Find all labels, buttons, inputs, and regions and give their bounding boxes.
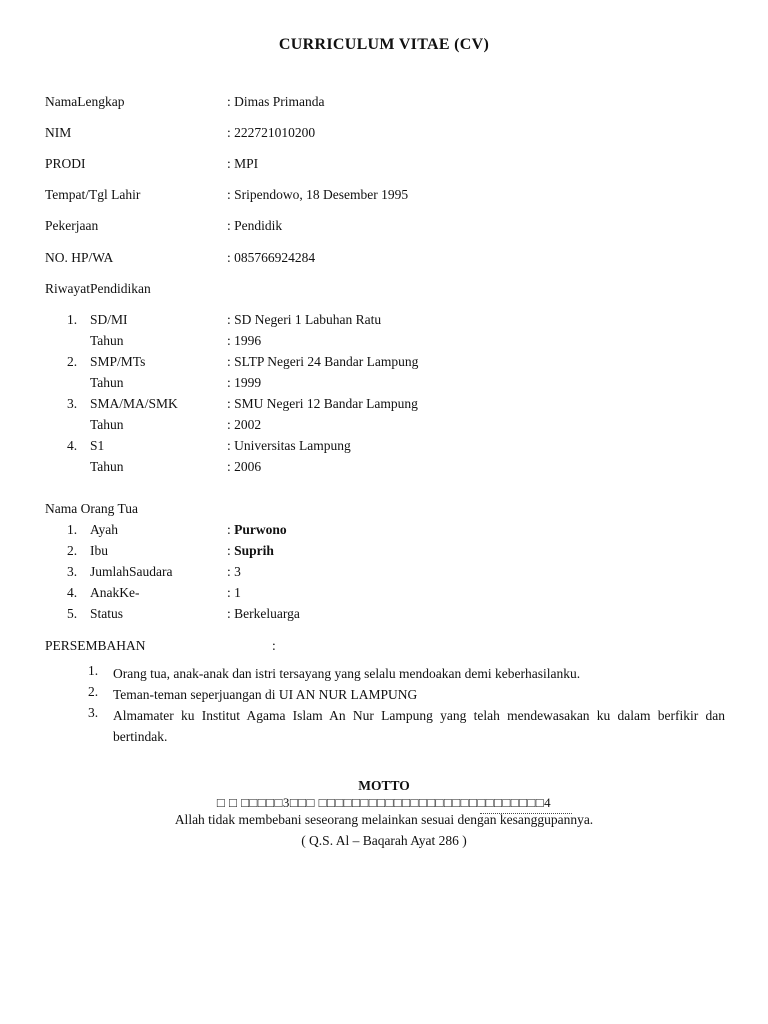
item-label: Ayah (90, 522, 119, 537)
item-value-wrap (227, 606, 300, 622)
item-value: : SMU Negeri 12 Bandar Lampung (227, 396, 418, 411)
item-label: SMP/MTs (90, 354, 146, 369)
item-number: 5. (67, 606, 78, 621)
year-value: : 1999 (227, 375, 262, 390)
year-value: : 1996 (227, 333, 262, 348)
item-text: Orang tua, anak-anak dan istri tersayang yang selalu mendoakan demi keberhasilanku. (113, 666, 581, 681)
item-label: SMA/MA/SMK (90, 396, 178, 411)
item-value: 1 (234, 585, 241, 600)
section-heading: PERSEMBAHAN (45, 638, 146, 653)
field-value: : MPI (227, 156, 259, 171)
item-number: 2. (67, 354, 78, 369)
item-value: : SLTP Negeri 24 Bandar Lampung (227, 354, 419, 369)
document-title: CURRICULUM VITAE (CV) (278, 36, 490, 53)
item-colon: : (227, 606, 235, 621)
item-label: SD/MI (90, 312, 128, 327)
item-value: Berkeluarga (234, 606, 300, 621)
item-number: 2. (67, 543, 78, 558)
field-value: : 085766924284 (227, 250, 316, 265)
year-value: : 2002 (227, 417, 262, 432)
item-colon: : (227, 522, 235, 537)
item-value-wrap (227, 543, 274, 559)
item-value: : SD Negeri 1 Labuhan Ratu (227, 312, 382, 327)
year-label: Tahun (90, 459, 124, 474)
item-label: AnakKe- (90, 585, 140, 600)
field-label: PRODI (45, 156, 86, 171)
item-number: 2. (88, 684, 99, 699)
item-number: 1. (67, 522, 78, 537)
item-number: 4. (67, 438, 78, 453)
item-value: Suprih (234, 543, 274, 558)
item-number: 1. (67, 312, 78, 327)
item-colon: : (227, 543, 235, 558)
field-label: NIM (45, 125, 72, 140)
item-value: 3 (234, 564, 241, 579)
motto-arabic-line: □ □ □□□□□3□□□ □□□□□□□□□□□□□□□□□□□□□□□□□□□4 (216, 795, 552, 810)
item-number: 3. (67, 564, 78, 579)
item-colon: : (227, 585, 235, 600)
section-heading: RiwayatPendidikan (45, 281, 151, 296)
field-label: Tempat/Tgl Lahir (45, 187, 141, 202)
item-value-wrap (227, 522, 287, 538)
heading-colon: : (272, 638, 276, 653)
section-heading: Nama Orang Tua (45, 501, 138, 516)
item-number: 3. (88, 705, 99, 720)
item-number: 4. (67, 585, 78, 600)
item-value-wrap (227, 585, 241, 601)
field-value: : 222721010200 (227, 125, 316, 140)
item-value-wrap (227, 564, 241, 580)
item-label: Status (90, 606, 124, 621)
item-number: 3. (67, 396, 78, 411)
field-label: NamaLengkap (45, 94, 125, 109)
field-value: : Dimas Primanda (227, 94, 325, 109)
item-text: Teman-teman seperjuangan di UI AN NUR LAMPUNG (113, 687, 418, 702)
item-text: Almamater ku Institut Agama Islam An Nur Lampung yang telah mendewasakan ku dalam berfikir dan bertindak. (113, 708, 725, 744)
year-label: Tahun (90, 375, 124, 390)
item-value: Purwono (234, 522, 287, 537)
item-number: 1. (88, 663, 99, 678)
field-label: Pekerjaan (45, 218, 99, 233)
item-label: Ibu (90, 543, 108, 558)
year-value: : 2006 (227, 459, 262, 474)
motto-translation: Allah tidak membebani seseorang melainkan sesuai dengan kesanggupannya. (174, 812, 594, 827)
field-value: : Pendidik (227, 218, 283, 233)
motto-source: ( Q.S. Al – Baqarah Ayat 286 ) (301, 833, 467, 848)
field-value: : Sripendowo, 18 Desember 1995 (227, 187, 409, 202)
year-label: Tahun (90, 333, 124, 348)
year-label: Tahun (90, 417, 124, 432)
item-value: : Universitas Lampung (227, 438, 351, 453)
item-label: S1 (90, 438, 105, 453)
motto-heading: MOTTO (358, 778, 410, 793)
item-label: JumlahSaudara (90, 564, 173, 579)
item-colon: : (227, 564, 235, 579)
field-label: NO. HP/WA (45, 250, 114, 265)
